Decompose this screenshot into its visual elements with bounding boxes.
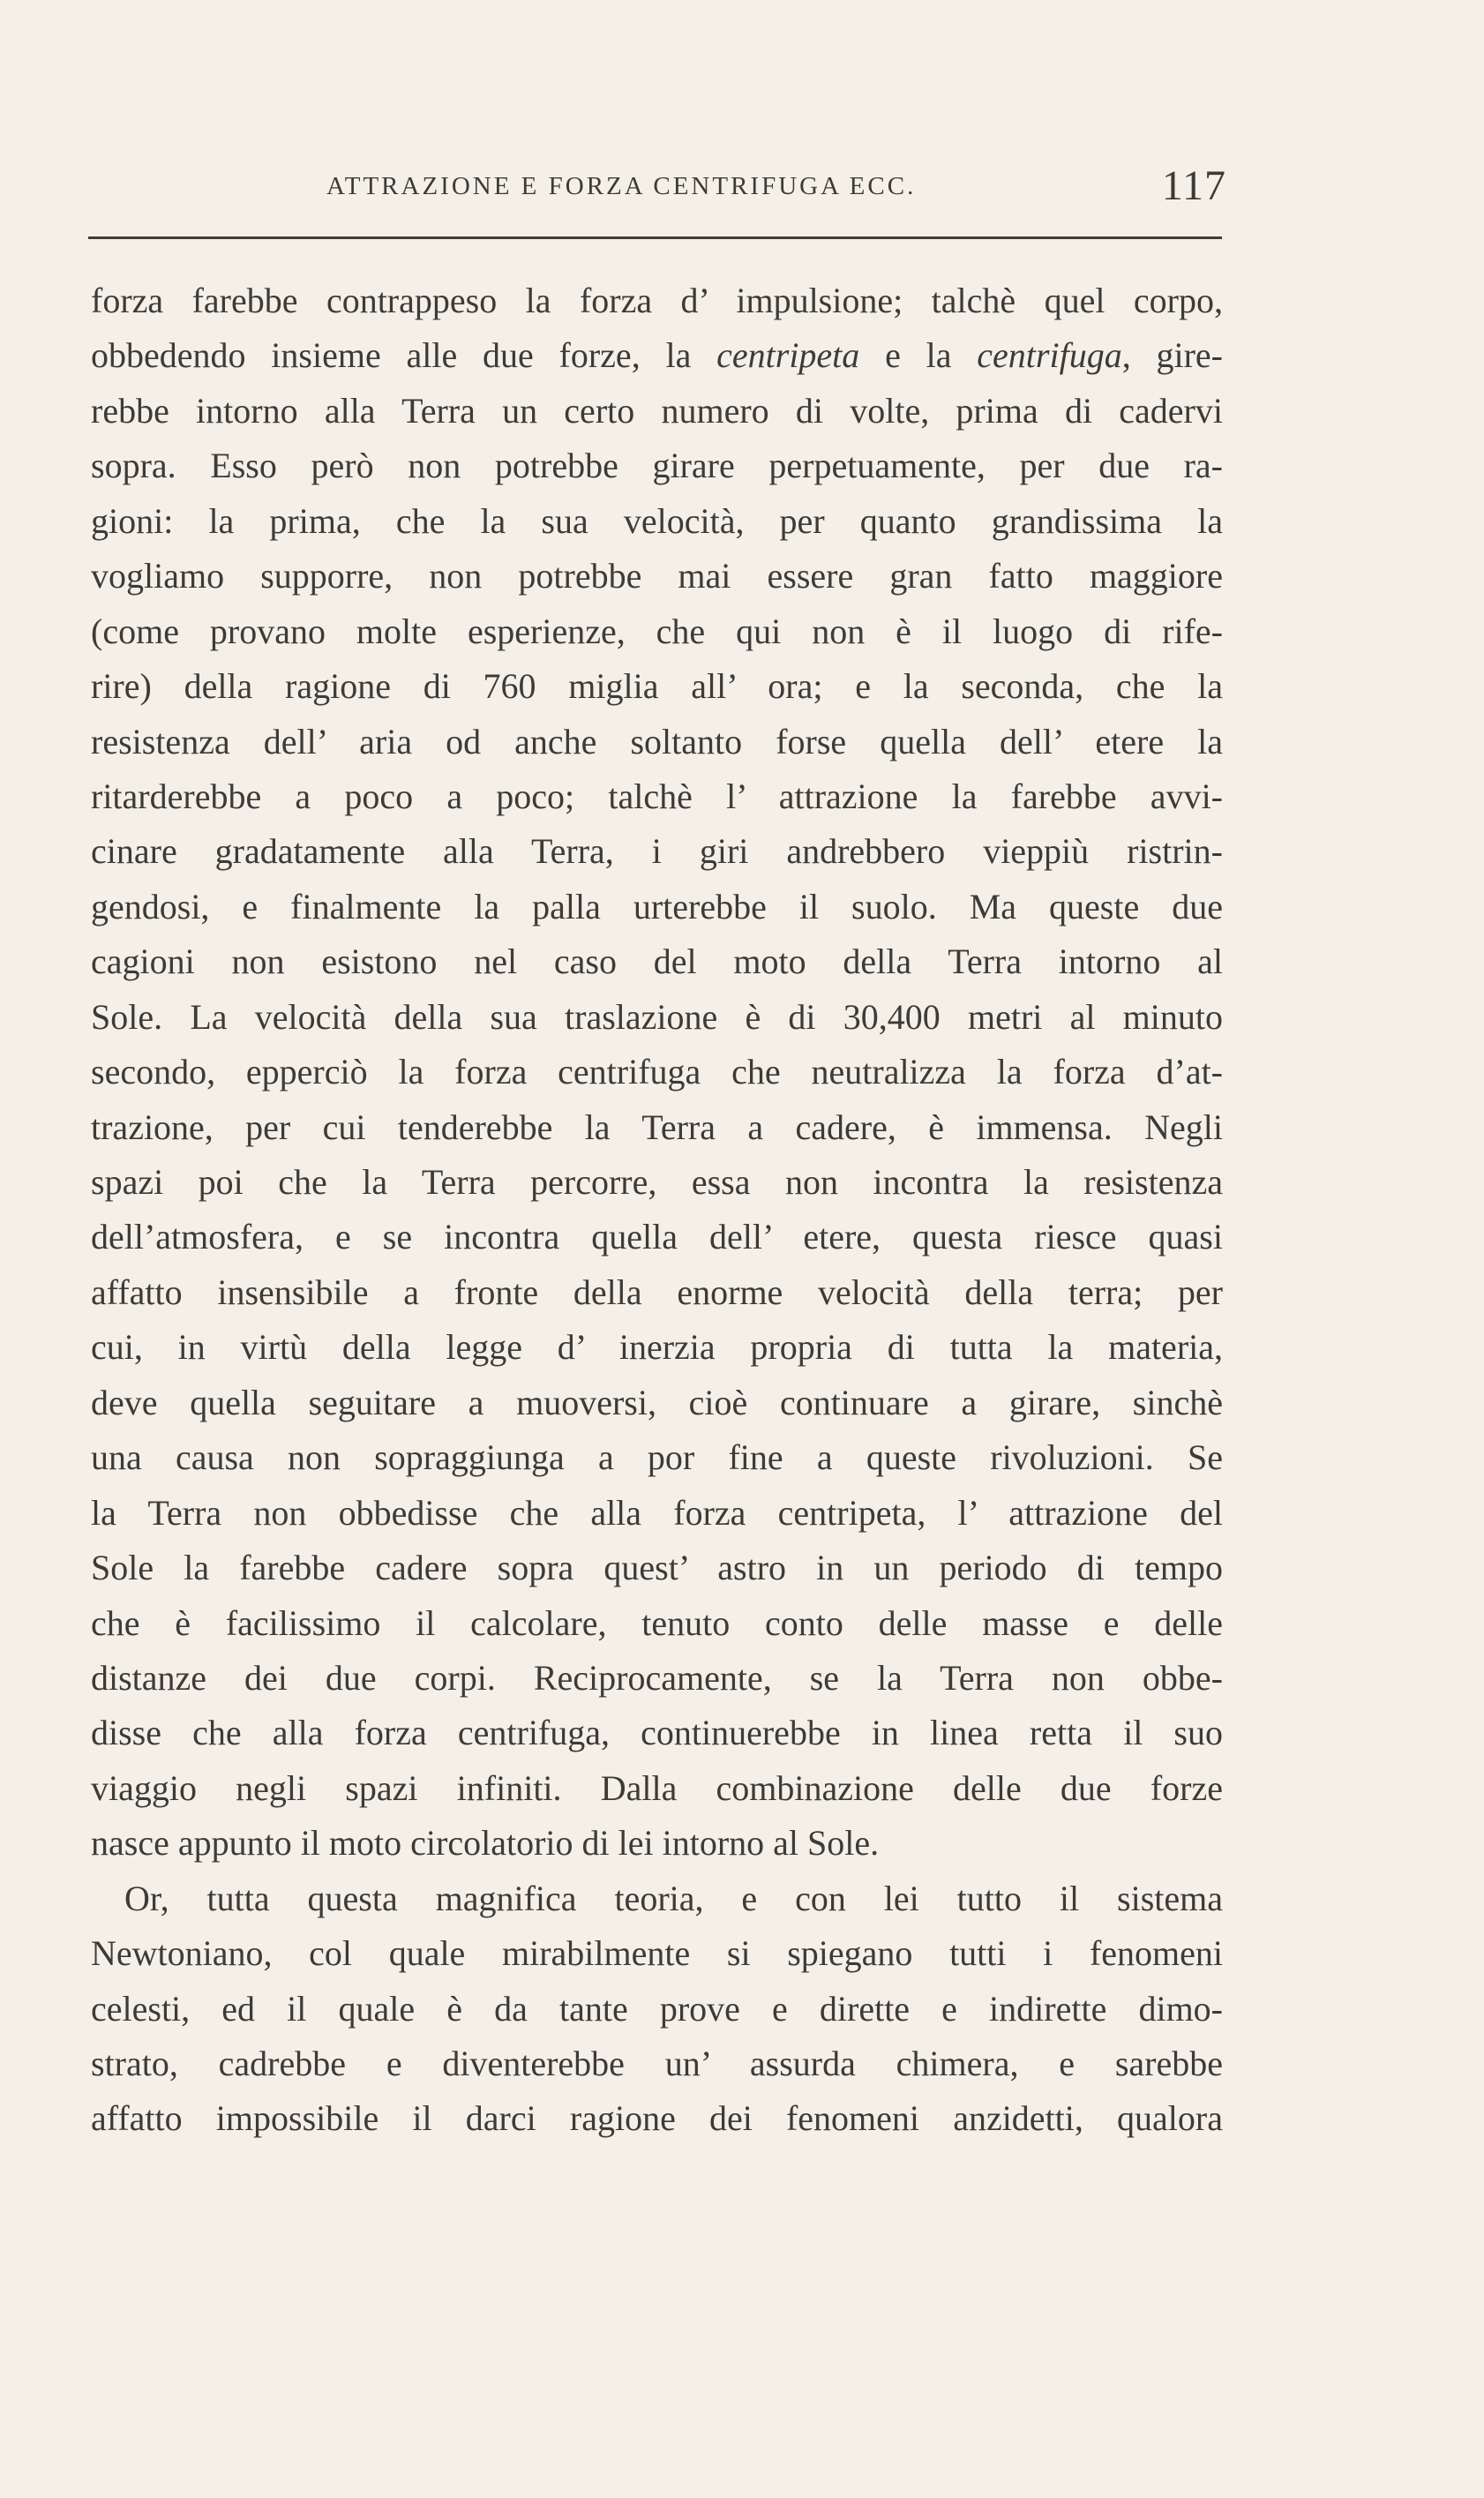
text-line: disse che alla forza centrifuga, continuerebbe in linea retta il suo (91, 1713, 1223, 1753)
running-head: ATTRAZIONE E FORZA CENTRIFUGA ECC. (326, 172, 917, 200)
text-line: Sole la farebbe cadere sopra quest’ astro in un periodo di tempo (91, 1548, 1223, 1588)
text-line: una causa non sopraggiunga a por fine a queste rivoluzioni. Se (91, 1437, 1223, 1478)
text-line: rebbe intorno alla Terra un certo numero di volte, prima di cadervi (91, 390, 1223, 431)
text-line: viaggio negli spazi infiniti. Dalla combinazione delle due forze (91, 1767, 1223, 1808)
text-line: spazi poi che la Terra percorre, essa non incontra la resistenza (91, 1162, 1223, 1202)
text-line: (come provano molte esperienze, che qui non è il luogo di rife- (91, 611, 1223, 651)
italic-term-centrifuga: centrifuga (977, 335, 1122, 376)
text-span: e la (859, 335, 978, 376)
text-line: dell’atmosfera, e se incontra quella dell’ etere, questa riesce quasi (91, 1217, 1223, 1257)
text-line: trazione, per cui tenderebbe la Terra a cadere, è immensa. Negli (91, 1106, 1223, 1147)
text-line: cui, in virtù della legge d’ inerzia propria di tutta la materia, (91, 1327, 1223, 1368)
text-line: secondo, epperciò la forza centrifuga che neutralizza la forza d’at- (91, 1052, 1223, 1092)
italic-term-centripeta: centripeta (716, 335, 860, 376)
text-line: affatto impossibile il darci ragione dei fenomeni anzidetti, qualora (91, 2098, 1223, 2139)
text-line: vogliamo supporre, non potrebbe mai essere gran fatto maggiore (91, 556, 1223, 596)
header-rule (88, 236, 1222, 239)
text-line: Newtoniano, col quale mirabilmente si spiegano tutti i fenomeni (91, 1933, 1223, 1974)
text-line: la Terra non obbedisse che alla forza centripeta, l’ attrazione del (91, 1492, 1223, 1533)
text-line: che è facilissimo il calcolare, tenuto conto delle masse e delle (91, 1602, 1223, 1643)
text-line: gioni: la prima, che la sua velocità, per quanto grandissima la (91, 500, 1223, 541)
text-span: obbedendo insieme alle due forze, la (91, 335, 717, 376)
text-span: , gire- (1121, 335, 1223, 376)
text-line: strato, cadrebbe e diventerebbe un’ assurda chimera, e sarebbe (91, 2044, 1223, 2083)
text-line: nasce appunto il moto circolatorio di lei intorno al Sole. (91, 1823, 880, 1864)
page-header (88, 162, 1226, 209)
text-line: cinare gradatamente alla Terra, i giri andrebbero vieppiù ristrin- (91, 831, 1223, 872)
text-line: deve quella seguitare a muoversi, cioè continuare a girare, sinchè (91, 1382, 1223, 1422)
text-line: resistenza dell’ aria od anche soltanto forse quella dell’ etere la (91, 721, 1223, 761)
text-line: ritarderebbe a poco a poco; talchè l’ attrazione la farebbe avvi- (91, 776, 1223, 816)
text-line: gendosi, e finalmente la palla urterebbe il suolo. Ma queste due (91, 886, 1223, 926)
text-line: Or, tutta questa magnifica teoria, e con lei tutto il sistema (124, 1878, 1223, 1918)
text-line: distanze dei due corpi. Reciprocamente, se la Terra non obbe- (91, 1657, 1223, 1698)
text-line: cagioni non esistono nel caso del moto della Terra intorno al (91, 941, 1223, 982)
text-line (91, 328, 1223, 383)
text-line: sopra. Esso però non potrebbe girare perpetuamente, per due ra- (91, 446, 1223, 486)
text-line: forza farebbe contrappeso la forza d’ impulsione; talchè quel corpo, (91, 281, 1223, 320)
body-text (91, 274, 1223, 2147)
page-number: 117 (1161, 162, 1226, 209)
text-line: rire) della ragione di 760 miglia all’ ora; e la seconda, che la (91, 666, 1223, 707)
text-line: affatto insensibile a fronte della enorme velocità della terra; per (91, 1272, 1223, 1312)
text-line: Sole. La velocità della sua traslazione è di 30,400 metri al minuto (91, 996, 1223, 1037)
text-line: celesti, ed il quale è da tante prove e dirette e indirette dimo- (91, 1988, 1223, 2029)
